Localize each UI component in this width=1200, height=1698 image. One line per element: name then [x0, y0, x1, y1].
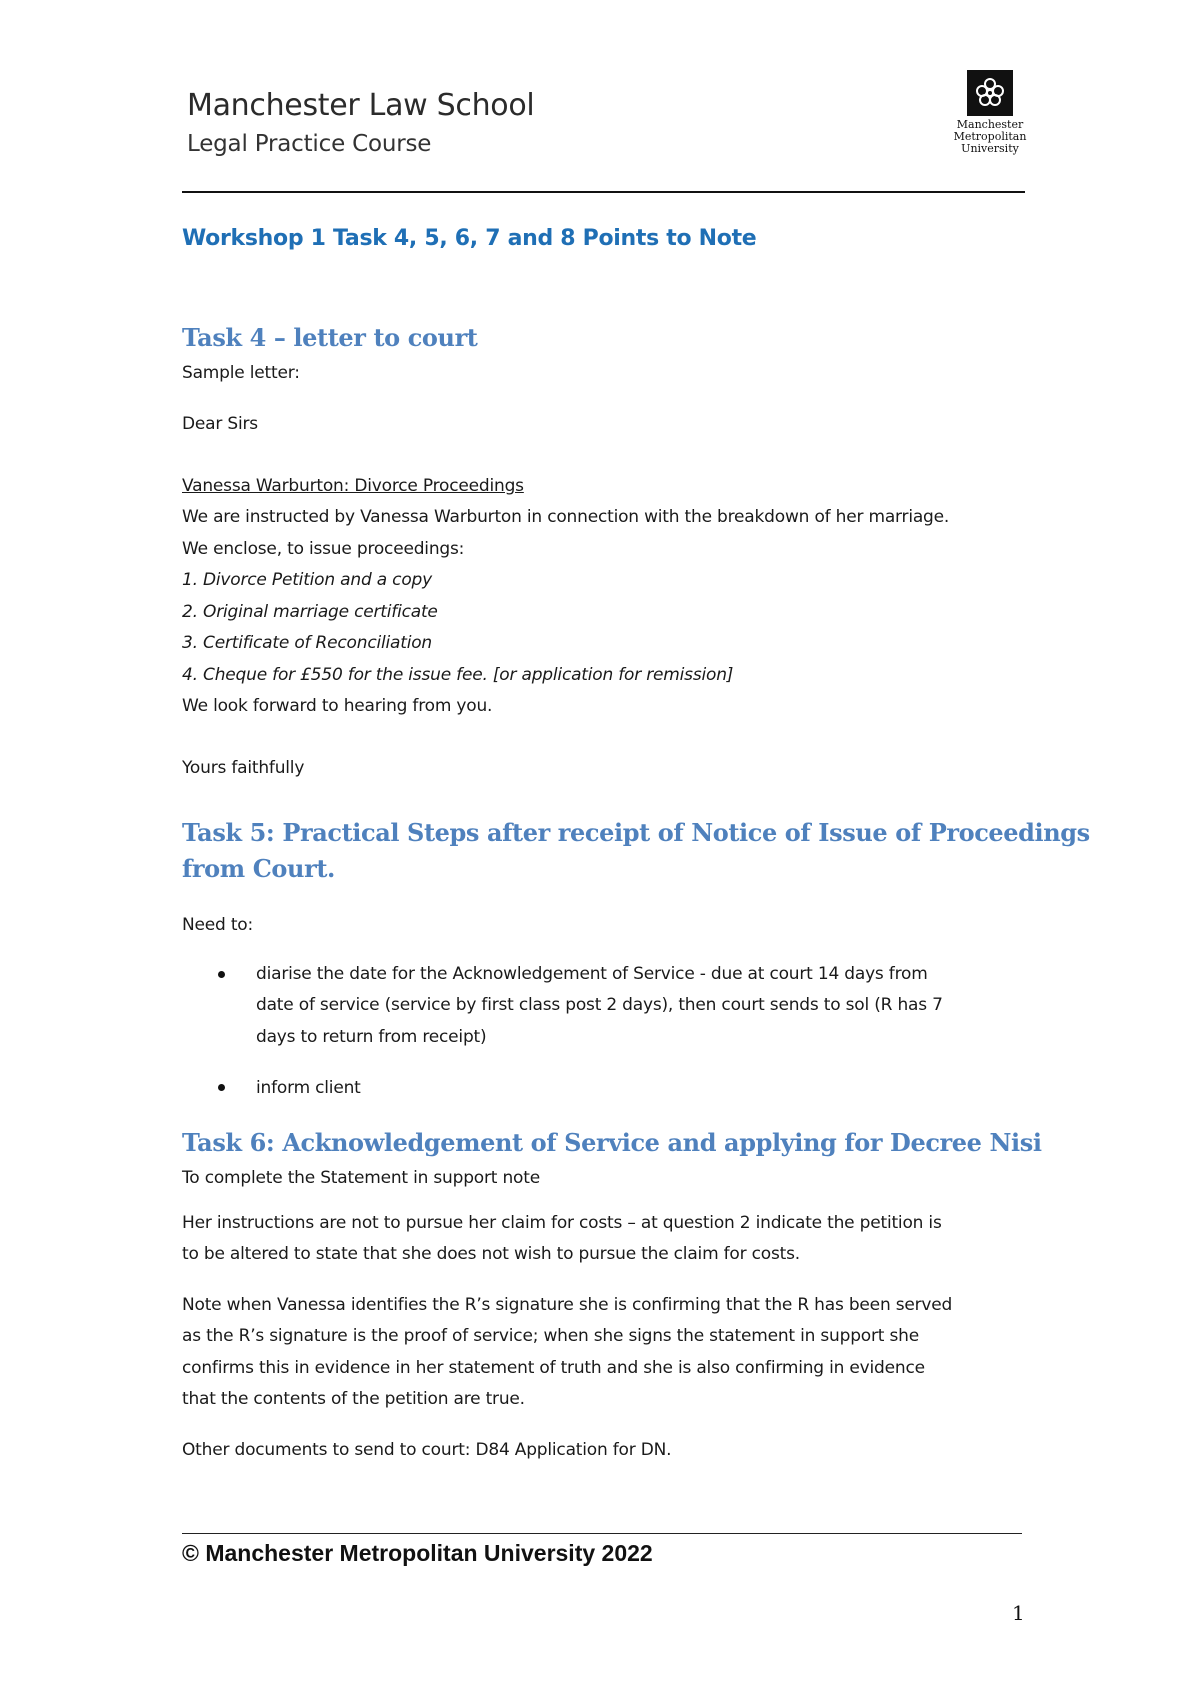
task4-item-1: 1. Divorce Petition and a copy [182, 570, 432, 590]
header-title: Manchester Law School [187, 88, 535, 123]
bullet-icon [218, 1084, 225, 1091]
header-divider [182, 191, 1025, 193]
task4-closing-line: We look forward to hearing from you. [182, 696, 493, 716]
task4-salutation: Dear Sirs [182, 414, 258, 434]
task6-p3-line1: Note when Vanessa identifies the R’s signature she is confirming that the R has been served [182, 1295, 953, 1315]
header-subtitle: Legal Practice Course [187, 131, 432, 157]
logo-line-2: Metropolitan [953, 130, 1027, 143]
task4-heading: Task 4 – letter to court [182, 323, 478, 352]
task4-subject: Vanessa Warburton: Divorce Proceedings [182, 476, 524, 496]
task4-signoff: Yours faithfully [182, 758, 305, 778]
task4-item-4: 4. Cheque for £550 for the issue fee. [or application for remission] [182, 665, 734, 685]
page-number: 1 [1012, 1601, 1025, 1625]
main-heading: Workshop 1 Task 4, 5, 6, 7 and 8 Points to Note [182, 226, 757, 251]
task6-p4: Other documents to send to court: D84 Application for DN. [182, 1440, 672, 1460]
logo-emblem-icon [967, 70, 1013, 116]
task6-p2-line2: to be altered to state that she does not wish to pursue the claim for costs. [182, 1244, 800, 1264]
task6-p3-line3: confirms this in evidence in her statement of truth and she is also confirming in evidence [182, 1358, 925, 1378]
task4-item-2: 2. Original marriage certificate [182, 602, 438, 622]
task4-item-3: 3. Certificate of Reconciliation [182, 633, 433, 653]
task4-line1: We are instructed by Vanessa Warburton in connection with the breakdown of her marriage. [182, 507, 950, 527]
task6-p2-line1: Her instructions are not to pursue her claim for costs – at question 2 indicate the petition is [182, 1213, 942, 1233]
task5-heading-line1: Task 5: Practical Steps after receipt of Notice of Issue of Proceedings [182, 818, 1090, 847]
task5-bullet1-line3: days to return from receipt) [256, 1027, 487, 1047]
task6-p3-line4: that the contents of the petition are true. [182, 1389, 525, 1409]
task5-bullet1-line2: date of service (service by first class post 2 days), then court sends to sol (R has 7 [256, 995, 943, 1015]
task5-bullet2: inform client [256, 1078, 361, 1098]
logo-line-3: University [961, 142, 1019, 155]
footer-divider [182, 1533, 1022, 1534]
task5-bullet1-line1: diarise the date for the Acknowledgement of Service - due at court 14 days from [256, 964, 928, 984]
logo-line-1: Manchester [956, 118, 1024, 131]
task5-intro: Need to: [182, 915, 254, 935]
task4-line2: We enclose, to issue proceedings: [182, 539, 465, 559]
task6-p3-line2: as the R’s signature is the proof of service; when she signs the statement in support she [182, 1326, 919, 1346]
task6-heading: Task 6: Acknowledgement of Service and applying for Decree Nisi [182, 1128, 1042, 1157]
university-logo [940, 70, 1040, 155]
bullet-icon [218, 971, 225, 978]
task6-p1: To complete the Statement in support note [182, 1168, 540, 1188]
task5-heading-line2: from Court. [182, 854, 335, 883]
footer-copyright: © Manchester Metropolitan University 2022 [182, 1540, 653, 1566]
task4-intro: Sample letter: [182, 363, 300, 383]
